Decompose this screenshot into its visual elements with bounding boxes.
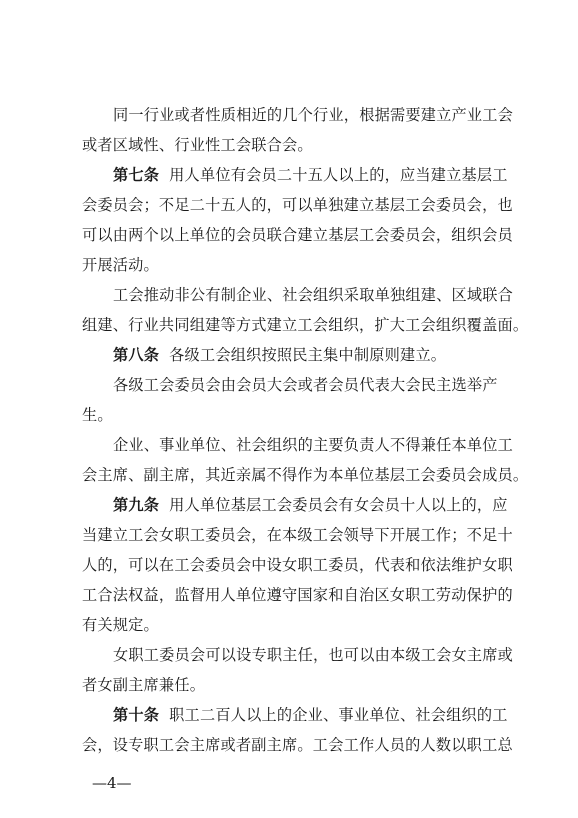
paragraph-line: 人的，可以在工会委员会中设女职工委员，代表和依法维护女职 xyxy=(82,556,513,574)
article-8-first-line xyxy=(113,345,446,365)
paragraph-line: 组建、行业共同组建等方式建立工会组织，扩大工会组织覆盖面。 xyxy=(82,316,529,334)
article-heading-9: 第九条 xyxy=(113,496,160,514)
article-heading-8: 第八条 xyxy=(113,346,160,364)
article-text: 各级工会组织按照民主集中制原则建立。 xyxy=(169,346,447,364)
paragraph-line: 或者区域性、行业性工会联合会。 xyxy=(82,136,313,154)
paragraph-line: 有关规定。 xyxy=(82,616,159,634)
article-text: 用人单位有会员二十五人以上的，应当建立基层工 xyxy=(169,166,508,184)
paragraph-line: 生。 xyxy=(82,406,113,424)
article-heading-10: 第十条 xyxy=(113,706,160,724)
article-9-first-line xyxy=(113,495,508,515)
paragraph-line: 企业、事业单位、社会组织的主要负责人不得兼任本单位工 xyxy=(113,436,514,454)
page-number: —4— xyxy=(92,774,132,792)
paragraph-line: 女职工委员会可以设专职主任，也可以由本级工会女主席或 xyxy=(113,646,514,664)
paragraph-line: 可以由两个以上单位的会员联合建立基层工会委员会，组织会员 xyxy=(82,226,513,244)
paragraph-line: 工会推动非公有制企业、社会组织采取单独组建、区域联合 xyxy=(113,286,514,304)
paragraph-line: 当建立工会女职工委员会，在本级工会领导下开展工作；不足十 xyxy=(82,526,513,544)
paragraph-line: 者女副主席兼任。 xyxy=(82,676,206,694)
article-heading-7: 第七条 xyxy=(113,166,160,184)
article-text: 用人单位基层工会委员会有女会员十人以上的，应 xyxy=(169,496,508,514)
article-7-first-line xyxy=(113,165,508,185)
paragraph-line: 同一行业或者性质相近的几个行业，根据需要建立产业工会 xyxy=(113,106,514,124)
paragraph-line: 会委员会；不足二十五人的，可以单独建立基层工会委员会，也 xyxy=(82,196,513,214)
paragraph-line: 开展活动。 xyxy=(82,256,159,274)
paragraph-line: 工合法权益，监督用人单位遵守国家和自治区女职工劳动保护的 xyxy=(82,586,513,604)
paragraph-line: 会主席、副主席，其近亲属不得作为本单位基层工会委员会成员。 xyxy=(82,466,529,484)
paragraph-line: 会，设专职工会主席或者副主席。工会工作人员的人数以职工总 xyxy=(82,736,513,754)
paragraph-line: 各级工会委员会由会员大会或者会员代表大会民主选举产 xyxy=(113,376,498,394)
article-text: 职工二百人以上的企业、事业单位、社会组织的工 xyxy=(169,706,508,724)
article-10-first-line xyxy=(113,705,508,725)
